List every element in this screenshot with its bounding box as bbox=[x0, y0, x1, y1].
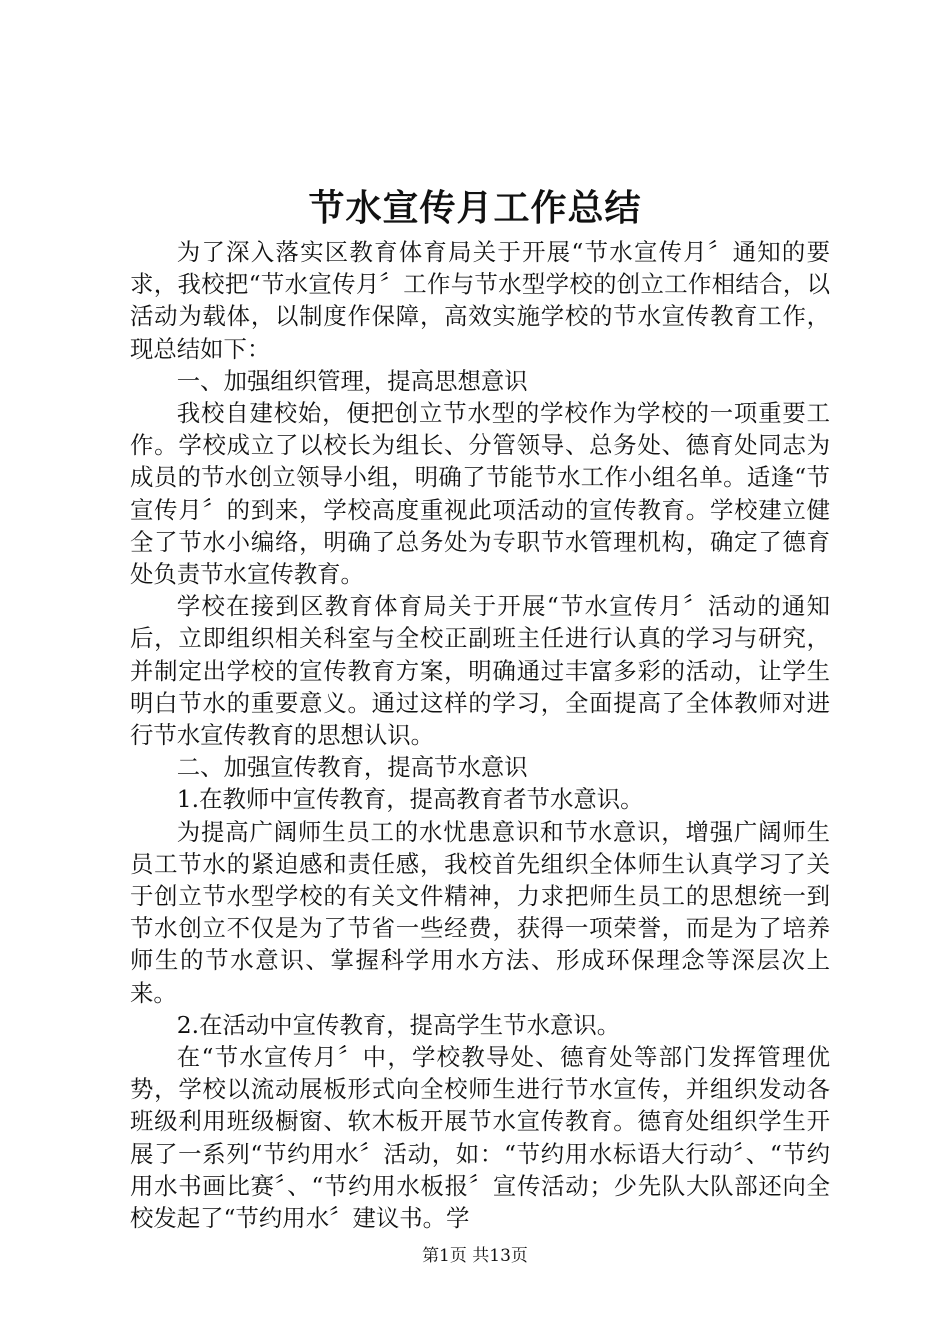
subsection-heading-2: 2.在活动中宣传教育，提高学生节水意识。 bbox=[176, 1010, 621, 1039]
document-body bbox=[130, 236, 830, 1234]
document-title: 节水宣传月工作总结 bbox=[308, 188, 642, 229]
section-heading-2: 二、加强宣传教育，提高节水意识 bbox=[176, 753, 528, 782]
body-paragraph: 在“节水宣传月〞中，学校教导处、德育处等部门发挥管理优势，学校以流动展板形式向全校师生进行节水宣传，并组织发动各班级利用班级橱窗、软木板开展节水宣传教育。德育处组织学生开展了一系列“节约用水〞活动，如：“节约用水标语大行动〞、“节约用水书画比赛〞、“节约用水板报〞宣传活动；少先队大队部还向全校发起了“节约用水〞建议书。学 bbox=[130, 1043, 830, 1233]
page-number: 第1页 共13页 bbox=[422, 1246, 528, 1266]
body-paragraph: 为提高广阔师生员工的水忧患意识和节水意识，增强广阔师生员工节水的紧迫感和责任感，我校首先组织全体师生认真学习了关于创立节水型学校的有关文件精神，力求把师生员工的思想统一到节水创立不仅是为了节省一些经费，获得一项荣誉，而是为了培养师生的节水意识、掌握科学用水方法、形成环保理念等深层次上来。 bbox=[130, 817, 830, 1007]
subsection-heading-1: 1.在教师中宣传教育，提高教育者节水意识。 bbox=[176, 785, 644, 814]
section-heading-1: 一、加强组织管理，提高思想意识 bbox=[176, 366, 528, 395]
body-paragraph: 学校在接到区教育体育局关于开展“节水宣传月〞活动的通知后，立即组织相关科室与全校正副班主任进行认真的学习与研究，并制定出学校的宣传教育方案，明确通过丰富多彩的活动，让学生明白节水的重要意义。通过这样的学习，全面提高了全体教师对进行节水宣传教育的思想认识。 bbox=[130, 592, 830, 750]
body-paragraph: 我校自建校始，便把创立节水型的学校作为学校的一项重要工作。学校成立了以校长为组长、分管领导、总务处、德育处同志为成员的节水创立领导小组，明确了节能节水工作小组名单。适逢“节宣传月〞的到来，学校高度重视此项活动的宣传教育。学校建立健全了节水小编络，明确了总务处为专职节水管理机构，确定了德育处负责节水宣传教育。 bbox=[130, 399, 830, 589]
intro-paragraph: 为了深入落实区教育体育局关于开展“节水宣传月〞通知的要求，我校把“节水宣传月〞工作与节水型学校的创立工作相结合，以活动为载体，以制度作保障，高效实施学校的节水宣传教育工作，现总结如下： bbox=[130, 238, 830, 363]
